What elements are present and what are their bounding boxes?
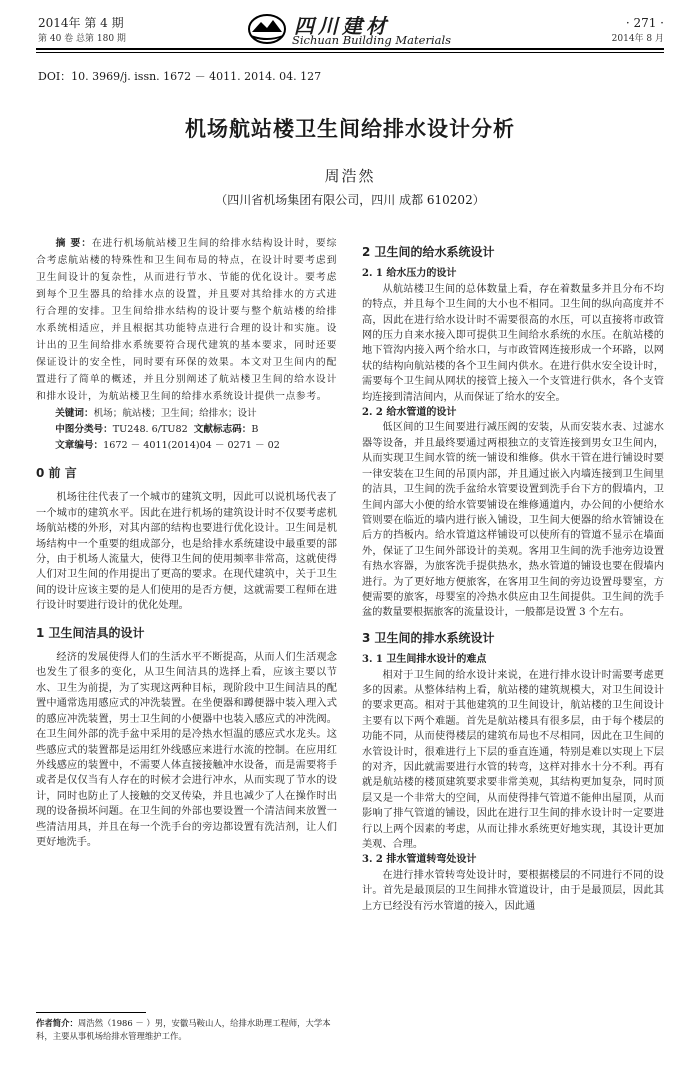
subsection-3-1-paragraph: 相对于卫生间的给水设计来说，在进行排水设计时需要考虑更多的因素。从整体结构上看，航站楼的建筑规模大，对卫生间设计的要求更高。相对于其他建筑的卫生间设计，航站楼的卫生间设计主要有以下两个难题。首先是航站楼具有很多层，由于每个楼层的功能不同，从而使得楼层的建筑布局也不尽相同，因此在卫生间的水管设计时，很难进行上下层的垂直连通，特别是难以实现上下层的对齐，因此就需要进行水管的转弯，这样对排水十分不利。再有就是航站楼的楼顶建筑要求要非常美观，其结构更加复杂，同时顶层又是一个非常大的空间，从而使得排气管道不能伸出屋顶，从而影响了排气管道的铺设，因此在进行卫生间的排水设计时一定要进行以上两个因素的考虑，从而让排水系统更好地实现，其设计更加美观、合理。 <box>362 669 664 851</box>
section-0-heading: 0 前 言 <box>36 466 77 480</box>
author-name: 周浩然 <box>324 167 376 185</box>
page-number: · 271 · <box>625 16 664 30</box>
publish-date: 2014年 8 月 <box>611 34 664 44</box>
section-1-heading: 1 卫生间洁具的设计 <box>36 625 145 640</box>
keywords-label: 关键词： <box>55 408 94 419</box>
journal-name-en: Sichuan Building Materials <box>292 33 452 47</box>
section-0-paragraph: 机场往往代表了一个城市的建筑文明，因此可以说机场代表了一个城市的建筑水平。因此在进行机场的建筑设计时不仅要考虑机场航站楼的外形，对其内部的结构也要进行优化设计。卫生间是机场结构中一个重要的组成部分，也是给排水系统建设中最重要的部分，由于机场人流量大，使得卫生间的使用频率非常高，这就使得人们对卫生间的作用提出了更高的要求。在现代建筑中，关于卫生间的设计应该主要的是人们使用的是否方便，这就需要工程师在进行设计时要进行设计的优化处理。 <box>36 492 337 612</box>
abstract <box>36 235 337 405</box>
article-number-value: 1672 － 4011(2014)04 － 0271 － 02 <box>103 440 280 451</box>
header-rule-top <box>36 48 664 50</box>
journal-volume: 第 40 卷 总第 180 期 <box>38 34 126 44</box>
subsection-2-1-heading: 2. 1 给水压力的设计 <box>362 268 457 280</box>
section-3-heading: 3 卫生间的排水系统设计 <box>362 630 495 645</box>
keywords-text: 机场；航站楼；卫生间；给排水；设计 <box>93 408 257 419</box>
article-number-label: 文章编号： <box>55 440 104 451</box>
footnote-rule <box>36 1012 146 1013</box>
author-affiliation: （四川省机场集团有限公司，四川 成都 610202） <box>215 193 485 207</box>
author-footnote <box>36 1017 337 1043</box>
subsection-2-2-heading: 2. 2 给水管道的设计 <box>362 407 457 419</box>
section-1-paragraph: 经济的发展使得人们的生活水平不断提高，从而人们生活观念也发生了很多的变化，从卫生间洁具的选择上看，应该主要以节水、卫生为前提，为了实现这两种目标，现阶段中卫生间洁具的配置中通常选用感应式的冲洗装置。在坐便器和蹲便器中装入理入式的感应冲洗装置，男士卫生间的小便器中也装入感应式的冲洗阀。在卫生间外部的洗手盆中采用的是冷热水恒温的感应式水龙头。这些感应式的装置都是运用红外线感应来进行水流的控制。在应用红外线感应的装置中，不需要人体直接接触冲水设备，而是需要将手或者是仅仅当有人存在的时候才会进行冲水，从而实现了节水的设计，同时也防止了人接触的交叉传染，并且也减少了人在操作时出现的设备损坏问题。在卫生间的外部也要设置一个清洁间来放置一些清洁用具，并且在每一个洗手台的旁边都设置有洗洁剂，让人们更好地洗手。 <box>36 652 337 848</box>
subsection-2-1-paragraph: 从航站楼卫生间的总体数量上看，存在着数量多并且分布不均的特点，并且每个卫生间的大小也不相同。卫生间的纵向高度并不高，因此在进行给水设计时不需要很高的水压，可以直接将市政管网的压力自来水接入即可提供卫生间给水系统的水压。在航站楼的地下管沟内接入两个给水口，与市政管网连接形成一个环路，以网状的结构向航站楼的各个卫生间内供水。在进行供水安全设计时，需要每个卫生间从网状的接管上接入一个支管进行供水，各个支管均连接到清洁间内，从而保证了给水的安全。 <box>362 283 664 403</box>
subsection-3-2-heading: 3. 2 排水管道转弯处设计 <box>362 854 477 866</box>
keywords <box>36 406 337 422</box>
classification <box>36 422 337 438</box>
abstract-text: 在进行机场航站楼卫生间的给排水结构设计时，要综合考虑航站楼的特殊性和卫生间布局的特点，在设计时要考虑到卫生间设计的复杂性，从而进行节水、节能的优化设计。要考虑到每个卫生器具的给排水点的设置，并且要对其给排水的方式进行合理的安排。卫生间给排水结构的设计要与整个航站楼的给排水系统相适应，并且根据其功能特点进行合理的设计和实施。设计出的卫生间给排水系统要符合现代建筑的基本要求，同时还要保证设计的安全性，同时要有环保的效果。本文对卫生间内的配置进行了简单的概述，并且分别阐述了航站楼卫生间的给水设计和排水设计，为航站楼卫生间的给排水系统设计提供一点参考。 <box>36 238 337 402</box>
footnote-label: 作者简介： <box>36 1018 78 1028</box>
journal-issue: 2014年 第 4 期 <box>38 16 124 30</box>
abstract-label: 摘 要： <box>55 238 92 249</box>
footnote-text: 周浩然（1986 － ）男，安徽马鞍山人，给排水助理工程师，大学本科，主要从事机场给排水管理维护工作。 <box>36 1018 331 1041</box>
doc-code-label: 文献标志码： <box>193 424 252 435</box>
subsection-3-1-heading: 3. 1 卫生间排水设计的难点 <box>362 654 487 666</box>
clc-value: TU248. 6/TU82 <box>112 424 188 435</box>
clc-label: 中图分类号： <box>55 424 113 435</box>
header-rule-bottom <box>36 52 664 53</box>
doc-code-value: B <box>251 424 259 435</box>
journal-name-cn: 四川建材 <box>294 14 390 38</box>
article-number <box>36 438 337 454</box>
left-column <box>36 235 337 850</box>
paper-title: 机场航站楼卫生间给排水设计分析 <box>185 117 515 141</box>
subsection-3-2-paragraph: 在进行排水管转弯处设计时，要根据楼层的不同进行不同的设计。首先是最顶层的卫生间排水管道设计，由于是最顶层，因此其上方已经没有污水管道的接入，因此通 <box>362 869 664 912</box>
section-2-heading: 2 卫生间的给水系统设计 <box>362 245 495 259</box>
journal-logo-icon <box>247 12 287 46</box>
subsection-2-2-paragraph: 低区间的卫生间要进行减压阀的安装，从而安装水表、过滤水器等设备，并且最终要通过两根独立的支管连接到男女卫生间内，从而实现卫生间水管的统一铺设和维修。供水干管在进行铺设时要一律安装在卫生间的吊顶内部，并且通过嵌入内墙连接到卫生间里的洁具，卫生间的洗手盆给水管要设置到洗手台下方的假墙内，卫生间内部大小便的给水管要铺设在维修通道内，办公间的小便给水管则要在临近的墙内进行嵌入铺设，卫生间大便器的给水管铺设在后方的挡板内。给水管道这样铺设可以使所有的管道不显示在墙面外，保证了卫生间外部设计的美观。客用卫生间的洗手池旁边设置有热水容器，为旅客洗手提供热水，热水管道的铺设也要在假墙内进行。为了更好地方便旅客，在客用卫生间的旁边设置母婴室，方便需要的旅客，母婴室的冷热水供应由卫生间提供。卫生间的洗手盆的数量要根据旅客的流量设计，一般都是设置 3 个左右。 <box>362 422 664 619</box>
right-column <box>362 245 664 914</box>
doi: DOI：10. 3969/j. issn. 1672 － 4011. 2014. 04. 127 <box>38 70 322 83</box>
